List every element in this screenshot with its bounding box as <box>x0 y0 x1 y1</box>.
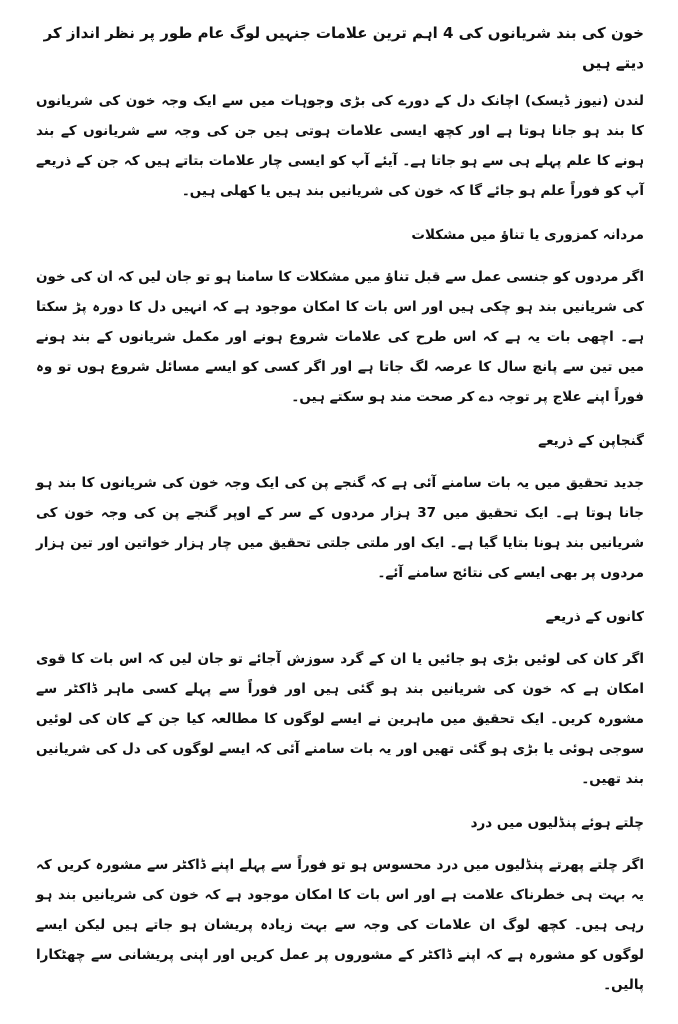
article <box>36 18 644 1000</box>
section-body-mardana-kamzori: اگر مردوں کو جنسی عمل سے قبل تناؤ میں مشکلات کا سامنا ہو تو جان لیں کہ ان کی خون کی شریانیں بند ہو چکی ہیں اور اس بات کا امکان موجود ہے کہ انہیں دل کا دورہ پڑ سکتا ہے۔ اچھی بات یہ ہے کہ اس طرح کی علامات شروع ہونے اور مکمل شریانوں کے بند ہونے میں تین سے پانچ سال کا عرصہ لگ جاتا ہے اور اگر کسی کو ایسے مسائل شروع ہوں تو وہ فوراً اپنے علاج پر توجہ دے کر صحت مند ہو سکتے ہیں۔ <box>36 269 644 405</box>
intro-paragraph: لندن (نیوز ڈیسک) اچانک دل کے دورے کی بڑی وجوہات میں سے ایک وجہ خون کی شریانوں کا بند ہو جانا ہوتا ہے اور کچھ ایسی علامات ہوتی ہیں جن کی وجہ سے شریانوں کے بند ہونے کا علم پہلے ہی سے ہو جاتا ہے۔ آیئے آپ کو ایسی چار علامات بتاتے ہیں کہ جن کے ذریعے آپ کو فوراً علم ہو جائے گا کہ خون کی شریانیں بند ہیں یا کھلی ہیں۔ <box>36 93 644 199</box>
section-body-kaan: اگر کان کی لوئیں بڑی ہو جائیں یا ان کے گرد سوزش آجائے تو جان لیں کہ اس بات کا قوی امکان ہے کہ خون کی شریانیں بند ہو گئی ہیں اور فوراً سے پہلے کسی ماہر ڈاکٹر سے مشورہ کریں۔ ایک تحقیق میں ماہرین نے ایسے لوگوں کا مطالعہ کیا جن کے کان کی لوئیں سوجی ہوئی یا بڑی ہو گئی تھیں اور یہ بات سامنے آئی کہ ایسے لوگوں کی دل کی شریانیں بند تھیں۔ <box>36 651 644 787</box>
section-body-ganjapan: جدید تحقیق میں یہ بات سامنے آئی ہے کہ گنجے پن کی ایک وجہ خون کی شریانوں کا بند ہو جانا ہوتا ہے۔ ایک تحقیق میں 37 ہزار مردوں کے سر کے اوپر گنجے پن کی وجہ خون کی شریانیں بند ہونا بتایا گیا ہے۔ ایک اور ملتی جلتی تحقیق میں چار ہزار خواتین اور تین ہزار مردوں پر بھی ایسے کی نتائج سامنے آئے۔ <box>36 475 644 581</box>
section-heading-ganjapan: گنجاپن کے ذریعے <box>538 433 644 449</box>
article-title: خون کی بند شریانوں کی 4 اہم ترین علامات جنہیں لوگ عام طور پر نظر انداز کر دیتے ہیں <box>43 24 644 72</box>
section-body-pindliyan: اگر چلتے پھرتے پنڈلیوں میں درد محسوس ہو تو فوراً سے پہلے اپنے ڈاکٹر سے مشورہ کریں کہ یہ بہت ہی خطرناک علامت ہے اور اس بات کا امکان موجود ہے کہ خون کی شریانیں بند ہو رہی ہیں۔ کچھ لوگ ان علامات کی وجہ سے بہت زیادہ پریشان ہو جاتے ہیں لیکن ایسے لوگوں کو مشورہ ہے کہ اپنے ڈاکٹر کے مشوروں پر عمل کریں اور اپنی پریشانی سے چھٹکارا پالیں۔ <box>36 857 644 993</box>
section-heading-kaan: کانوں کے ذریعے <box>545 609 644 625</box>
section-heading-mardana-kamzori: مردانہ کمزوری یا تناؤ میں مشکلات <box>411 227 644 243</box>
section-heading-pindliyan: چلتے ہوئے پنڈلیوں میں درد <box>470 815 644 831</box>
